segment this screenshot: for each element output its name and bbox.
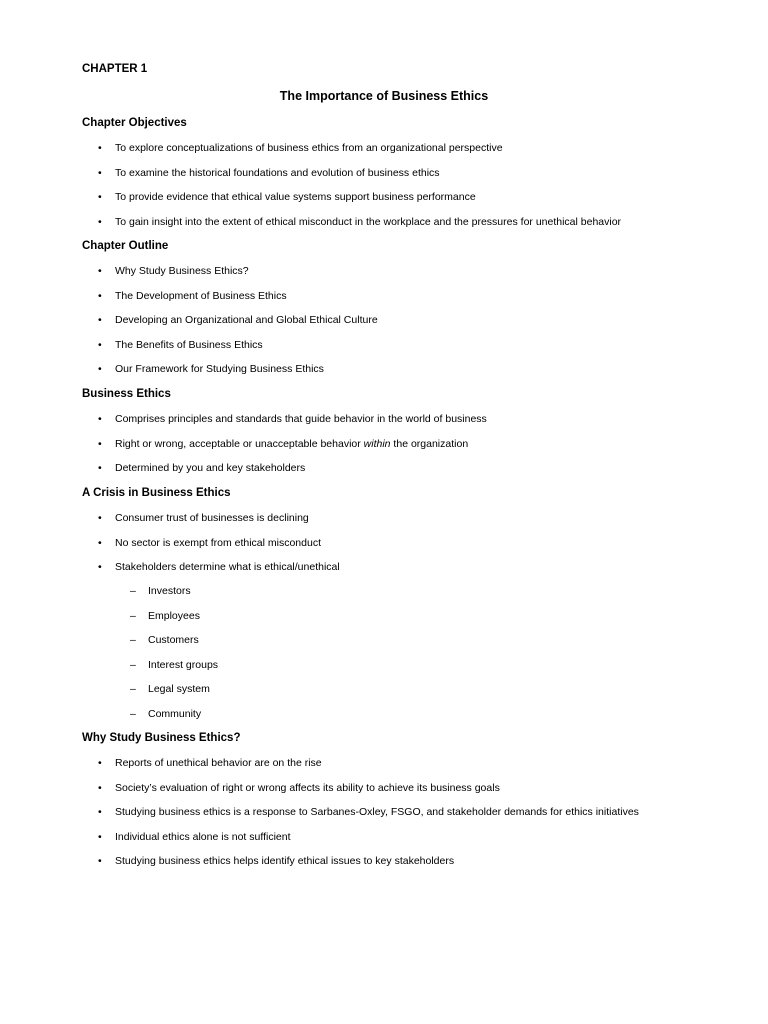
dash-marker: – (130, 634, 136, 646)
page-title: The Importance of Business Ethics (279, 89, 489, 103)
dash-marker: – (130, 707, 136, 720)
bullet-marker: • (98, 166, 102, 179)
bullet-marker: • (98, 781, 102, 794)
dash-marker: – (130, 658, 136, 671)
bullet-marker: • (98, 289, 102, 302)
bullet-marker: • (98, 830, 102, 843)
bullet-marker: • (98, 142, 102, 154)
bullet-marker: • (98, 314, 102, 326)
bullet-marker: • (98, 413, 102, 425)
dash-marker: – (130, 585, 136, 597)
crisis-heading: A Crisis in Business Ethics (82, 487, 231, 499)
business-ethics-heading: Business Ethics (82, 388, 171, 400)
why-study-heading: Why Study Business Ethics? (82, 732, 241, 744)
bullet-marker: • (98, 338, 102, 351)
bullet-marker: • (98, 191, 102, 203)
bullet-marker: • (98, 437, 102, 450)
dash-marker: – (130, 683, 136, 695)
emphasis-within: within (363, 437, 391, 450)
bullet-marker: • (98, 561, 102, 573)
bullet-marker: • (98, 462, 102, 474)
bullet-marker: • (98, 363, 102, 375)
bullet-marker: • (98, 855, 102, 867)
bullet-marker: • (98, 265, 102, 277)
objectives-heading: Chapter Objectives (82, 117, 187, 129)
bullet-marker: • (98, 757, 102, 769)
bullet-marker: • (98, 806, 102, 818)
chapter-label: CHAPTER 1 (82, 63, 148, 75)
bullet-marker: • (98, 512, 102, 524)
bullet-marker: • (98, 536, 102, 549)
outline-heading: Chapter Outline (82, 240, 169, 252)
document-page: CHAPTER 1 The Importance of Business Ethics Chapter Objectives • To explore conceptualizations of business ethics from an organizational perspective • To examine the historical foundations and evolution of business ethics • To provide evidence that ethical value systems support business performance • To gain insight into the extent of ethical misconduct in the workplace and the pressures for unethical behavior Chapter Outline • Why Study Business Ethics? • The Development of Business Ethics • Developing an Organizational and Global Ethical Culture • The Benefits of Business Ethics • Our Framework for Studying Business Ethics Business Ethics • Comprises principles and standards that guide behavior in the world of business • Right or wrong, acceptable or unacceptable behavior within the organization • Determined by you and key stakeholders A Crisis in Business Ethics • Consumer trust of businesses is declining • No sector is exempt from ethical misconduct • Stakeholders determine what is ethical/unethical – Investors – Employees – Customers – Interest groups – Legal system – Community Why Study Business Ethics? • Reports of unethical behavior are on the rise • Society’s evaluation of right or wrong affects its ability to achieve its business goals • Studying business ethics is a response to Sarbanes-Oxley, FSGO, and stakeholder demands for ethics initiatives • Individual ethics alone is not sufficient • Studying business ethics helps identify ethical issues to key stakeholders (0, 0, 768, 1024)
dash-marker: – (130, 609, 136, 622)
bullet-marker: • (98, 215, 102, 228)
